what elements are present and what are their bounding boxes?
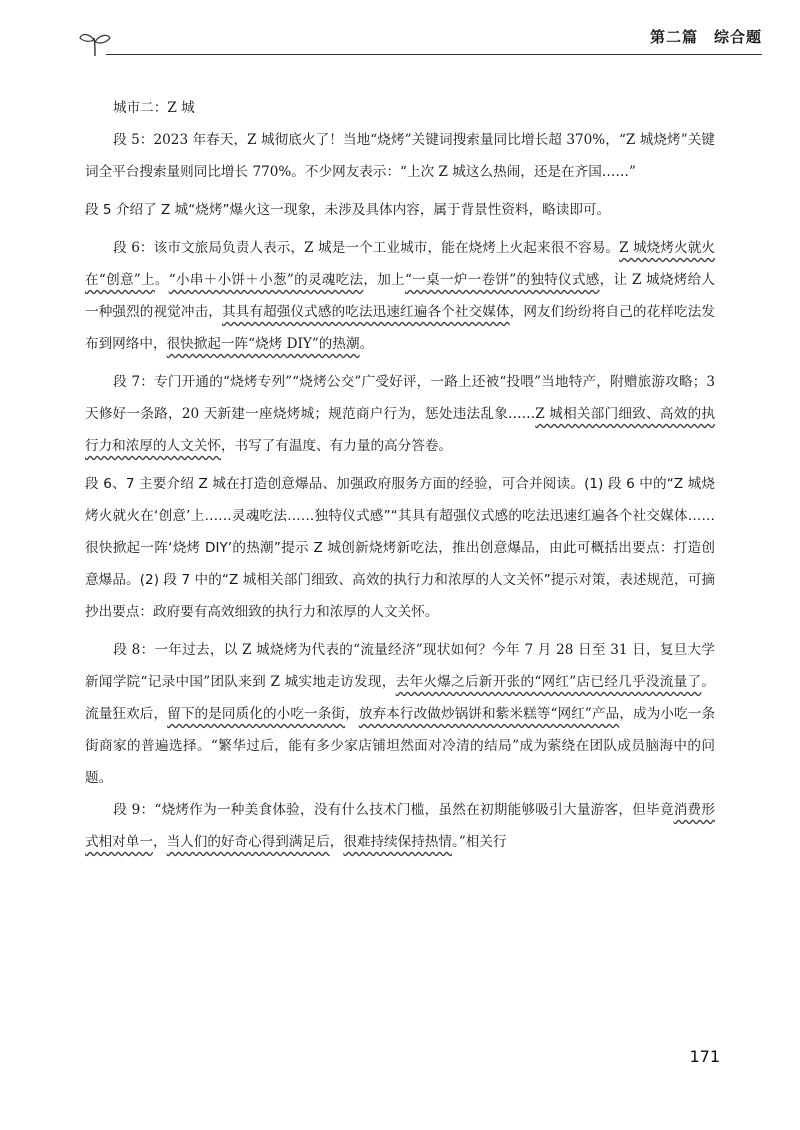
- paragraph-6: 段 6：该市文旅局负责人表示，Z 城是一个工业城市，能在烧烤上火起来很不容易。Z 城烧烤火就火在“创意”上。“小串＋小饼＋小葱”的灵魂吃法，加上“一桌一炉一卷饼”的独特仪式感，让 Z 城烧烤给人一种强烈的视觉冲击，其具有超强仪式感的吃法迅速红遍各个社交媒体，网友们纷纷将自己的花样吃法发布到网络中，很快掀起一阵“烧烤 DIY”的热潮。: [85, 240, 716, 352]
- page-content: [85, 92, 715, 858]
- page-number: 171: [689, 1047, 720, 1066]
- paragraph-8: 段 8：一年过去，以 Z 城烧烤为代表的“流量经济”现状如何？今年 7 月 28 日至 31 日，复旦大学新闻学院“记录中国”团队来到 Z 城实地走访发现，去年火爆之后新开张的“网红”店已经几乎没流量了。流量狂欢后，留下的是同质化的小吃一条街，放弃本行改做炒锅饼和紫米糕等“网红”产品，成为小吃一条街商家的普遍选择。“繁华过后，能有多少家店铺坦然面对冷清的结局”成为萦绕在团队成员脑海中的问题。: [85, 642, 716, 786]
- paragraph-5: 段 5：2023 年春天，Z 城彻底火了！当地“烧烤”关键词搜索量同比增长超 370%，“Z 城烧烤”关键词全平台搜索量则同比增长 770%。不少网友表示：“上次 Z 城这么热闹，还是在齐国……”: [85, 132, 715, 180]
- paragraph-7: 段 7：专门开通的“烧烤专列”“烧烤公交”广受好评，一路上还被“投喂”当地特产，附赠旅游攻略；3 天修好一条路，20 天新建一座烧烤城；规范商户行为，惩处违法乱象……Z 城相关部门细致、高效的执行力和浓厚的人文关怀，书写了有温度、有力量的高分答卷。: [85, 374, 716, 454]
- paragraph-9: 段 9：“烧烤作为一种美食体验，没有什么技术门槛，虽然在初期能够吸引大量游客，但毕竟消费形式相对单一，当人们的好奇心得到满足后，很难持续保持热情。”相关行: [85, 802, 715, 850]
- note-paragraph-6-7: 段 6、7 主要介绍 Z 城在打造创意爆品、加强政府服务方面的经验，可合并阅读。(1) 段 6 中的“Z 城烧烤火就火在‘创意’上……灵魂吃法……独特仪式感”“其具有超强仪式感的吃法迅速红遍各个社交媒体……很快掀起一阵‘烧烤 DIY’的热潮”提示 Z 城创新烧烤新吃法，推出创意爆品，由此可概括出要点：打造创意爆品。(2) 段 7 中的“Z 城相关部门细致、高效的执行力和浓厚的人文关怀”提示对策，表述规范，可摘抄出要点：政府要有高效细致的执行力和浓厚的人文关怀。: [85, 476, 715, 620]
- city-label: 城市二：Z 城: [113, 100, 195, 116]
- header-rule: [106, 54, 762, 55]
- header-title: 第二篇 综合题: [640, 26, 762, 47]
- note-paragraph-5: 段 5 介绍了 Z 城“烧烤”爆火这一现象，未涉及具体内容，属于背景性资料，略读即可。: [85, 202, 611, 218]
- page-header: [78, 24, 762, 64]
